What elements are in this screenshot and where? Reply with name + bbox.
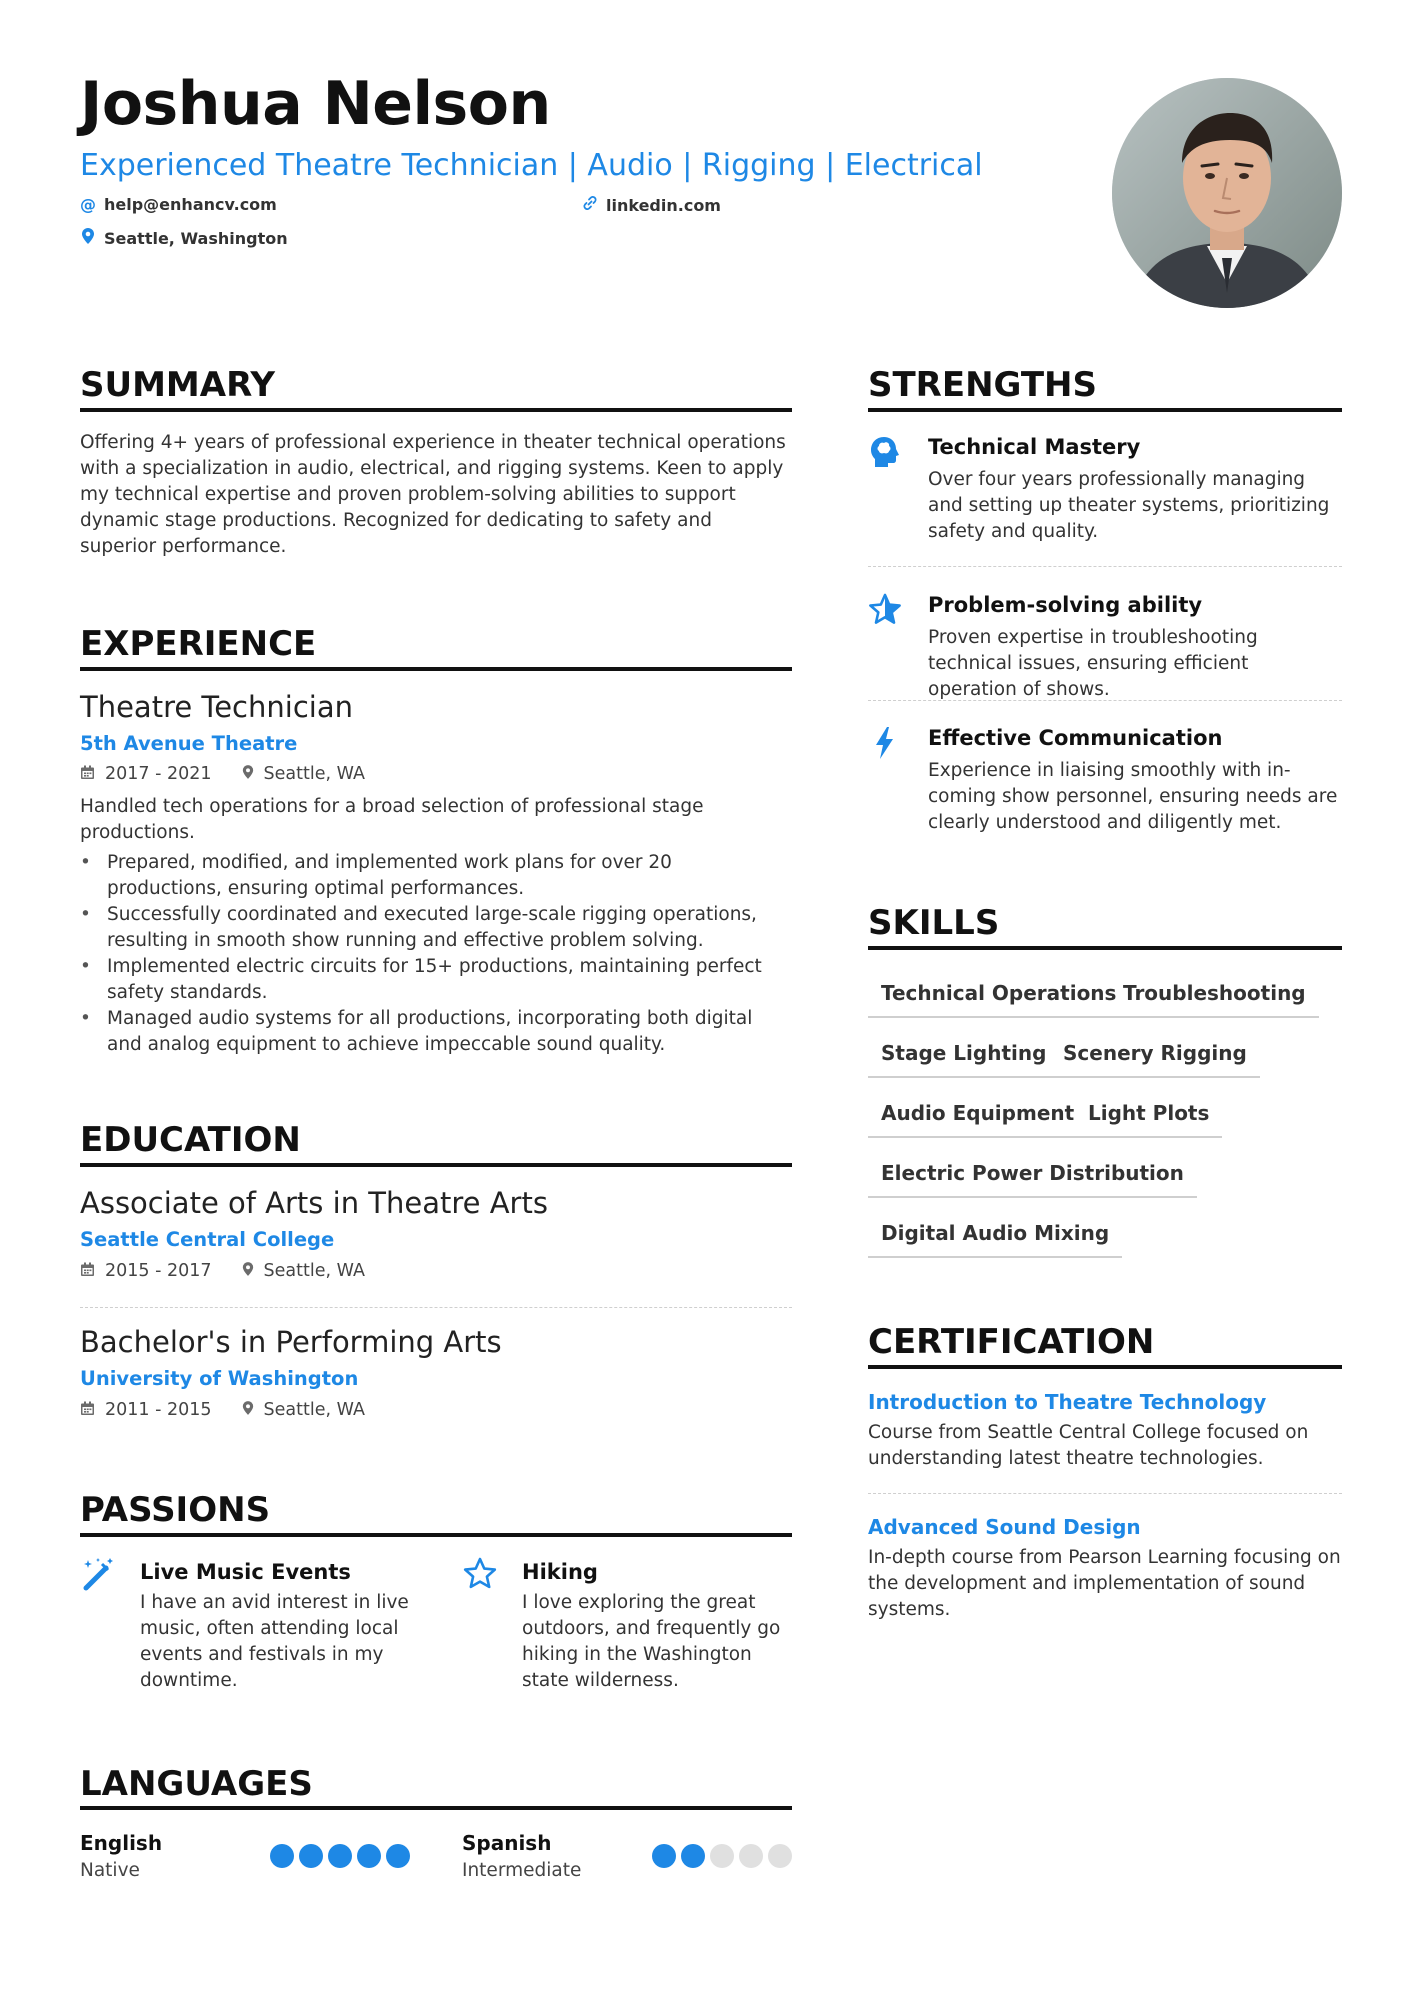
location-text: Seattle, Washington bbox=[104, 228, 288, 248]
certification-title[interactable]: Advanced Sound Design bbox=[868, 1515, 1141, 1539]
linkedin-contact[interactable] bbox=[582, 195, 721, 215]
certification-divider bbox=[868, 1493, 1342, 1494]
passion-title: Hiking bbox=[522, 1560, 598, 1584]
skills-heading: SKILLS bbox=[868, 903, 1000, 943]
skill-tag: Scenery Rigging bbox=[1050, 1040, 1260, 1078]
strength-item bbox=[868, 724, 1342, 844]
skill-tag: Light Plots bbox=[1075, 1100, 1222, 1138]
strength-divider bbox=[868, 566, 1342, 567]
languages-rule bbox=[80, 1806, 792, 1810]
location-pin-icon bbox=[242, 1261, 254, 1281]
rating-dot-filled bbox=[328, 1844, 352, 1868]
calendar-icon bbox=[80, 765, 95, 784]
education-meta bbox=[80, 1261, 365, 1281]
calendar-icon bbox=[80, 1401, 95, 1420]
summary-rule bbox=[80, 408, 792, 412]
strength-title: Problem-solving ability bbox=[928, 593, 1203, 617]
strength-divider bbox=[868, 700, 1342, 701]
job-title: Theatre Technician bbox=[80, 690, 353, 724]
at-sign-icon: @ bbox=[80, 195, 96, 214]
skill-tag: Electric Power Distribution bbox=[868, 1160, 1197, 1198]
rating-dot-empty bbox=[739, 1844, 763, 1868]
skills-rule bbox=[868, 946, 1342, 950]
strength-item bbox=[868, 433, 1342, 553]
company-name[interactable]: 5th Avenue Theatre bbox=[80, 732, 298, 755]
languages-heading: LANGUAGES bbox=[80, 1764, 313, 1804]
strength-title: Technical Mastery bbox=[928, 435, 1141, 459]
job-bullet: • Implemented electric circuits for 15+ productions, maintaining perfect safety standards. bbox=[80, 954, 792, 1006]
linkedin-text: linkedin.com bbox=[606, 195, 721, 215]
job-description: Handled tech operations for a broad selection of professional stage productions. bbox=[80, 796, 704, 843]
skill-tag: Technical Operations bbox=[868, 980, 1129, 1018]
education-rule bbox=[80, 1163, 792, 1167]
star-outline-icon bbox=[462, 1556, 498, 1592]
certification-title[interactable]: Introduction to Theatre Technology bbox=[868, 1390, 1267, 1414]
education-location: Seattle, WA bbox=[263, 1400, 365, 1420]
language-rating bbox=[270, 1844, 410, 1868]
rating-dot-filled bbox=[681, 1844, 705, 1868]
head-brain-icon bbox=[868, 435, 902, 469]
education-divider bbox=[80, 1307, 792, 1308]
language-item bbox=[462, 1830, 792, 1890]
job-bullets bbox=[80, 850, 792, 1058]
rating-dot-filled bbox=[386, 1844, 410, 1868]
strengths-rule bbox=[868, 408, 1342, 412]
passions-rule bbox=[80, 1533, 792, 1537]
experience-rule bbox=[80, 667, 792, 671]
passions-heading: PASSIONS bbox=[80, 1490, 271, 1530]
star-icon bbox=[868, 593, 902, 627]
education-dates: 2015 - 2017 bbox=[105, 1261, 212, 1281]
rating-dot-filled bbox=[652, 1844, 676, 1868]
candidate-headline: Experienced Theatre Technician | Audio | Rigging | Electrical bbox=[80, 148, 983, 183]
passion-description: I love exploring the great outdoors, and frequently go hiking in the Washington state wilderness. bbox=[522, 1592, 781, 1691]
certification-description: Course from Seattle Central College focused on understanding latest theatre technologies. bbox=[868, 1422, 1309, 1469]
education-dates: 2011 - 2015 bbox=[105, 1400, 212, 1420]
education-location: Seattle, WA bbox=[263, 1261, 365, 1281]
strength-description: Proven expertise in troubleshooting technical issues, ensuring efficient operation of shows. bbox=[928, 627, 1258, 700]
location-pin-icon bbox=[242, 1400, 254, 1420]
profile-photo bbox=[1112, 78, 1342, 308]
location-pin-icon bbox=[242, 764, 254, 784]
language-level: Intermediate bbox=[462, 1860, 582, 1881]
rating-dot-empty bbox=[710, 1844, 734, 1868]
degree-title: Bachelor's in Performing Arts bbox=[80, 1325, 502, 1359]
email-contact[interactable] bbox=[80, 195, 277, 214]
language-name: Spanish bbox=[462, 1831, 552, 1855]
strengths-heading: STRENGTHS bbox=[868, 365, 1097, 405]
job-location: Seattle, WA bbox=[263, 764, 365, 784]
certification-heading: CERTIFICATION bbox=[868, 1322, 1155, 1362]
school-name[interactable]: University of Washington bbox=[80, 1367, 359, 1390]
job-dates: 2017 - 2021 bbox=[105, 764, 212, 784]
passion-title: Live Music Events bbox=[140, 1560, 351, 1584]
calendar-icon bbox=[80, 1262, 95, 1281]
skill-tag: Stage Lighting bbox=[868, 1040, 1059, 1078]
location-contact bbox=[80, 227, 288, 249]
rating-dot-empty bbox=[768, 1844, 792, 1868]
job-meta bbox=[80, 764, 365, 784]
passion-item bbox=[462, 1556, 792, 1706]
summary-text: Offering 4+ years of professional experience in theater technical operations with a specialization in audio, electrical, and rigging systems. Keen to apply my technical expertise and proven problem-solving abilities to support dynamic stage productions. Recognized for dedicating to safety and superior performance. bbox=[80, 432, 786, 557]
degree-title: Associate of Arts in Theatre Arts bbox=[80, 1186, 548, 1220]
strength-title: Effective Communication bbox=[928, 726, 1223, 750]
education-meta bbox=[80, 1400, 365, 1420]
email-text: help@enhancv.com bbox=[104, 195, 277, 214]
candidate-name: Joshua Nelson bbox=[80, 69, 551, 139]
language-item bbox=[80, 1830, 410, 1890]
rating-dot-filled bbox=[299, 1844, 323, 1868]
certification-rule bbox=[868, 1365, 1342, 1369]
passion-item bbox=[80, 1556, 410, 1706]
magic-wand-icon bbox=[80, 1556, 116, 1592]
certification-description: In-depth course from Pearson Learning focusing on the development and implementation of sound systems. bbox=[868, 1547, 1341, 1620]
link-icon bbox=[582, 195, 598, 215]
education-heading: EDUCATION bbox=[80, 1120, 301, 1160]
language-level: Native bbox=[80, 1860, 140, 1881]
experience-heading: EXPERIENCE bbox=[80, 624, 317, 664]
job-bullet: • Prepared, modified, and implemented work plans for over 20 productions, ensuring optimal performances. bbox=[80, 850, 792, 902]
language-rating bbox=[652, 1844, 792, 1868]
lightning-bolt-icon bbox=[868, 726, 902, 760]
skill-tag: Audio Equipment bbox=[868, 1100, 1087, 1138]
passion-description: I have an avid interest in live music, often attending local events and festivals in my downtime. bbox=[140, 1592, 409, 1691]
job-bullet: • Managed audio systems for all productions, incorporating both digital and analog equipment to achieve impeccable sound quality. bbox=[80, 1006, 792, 1058]
language-name: English bbox=[80, 1831, 163, 1855]
rating-dot-filled bbox=[270, 1844, 294, 1868]
strength-item bbox=[868, 591, 1342, 700]
summary-heading: SUMMARY bbox=[80, 365, 276, 405]
skill-tag: Troubleshooting bbox=[1110, 980, 1319, 1018]
location-pin-icon bbox=[80, 227, 96, 249]
school-name[interactable]: Seattle Central College bbox=[80, 1228, 335, 1251]
job-bullet: • Successfully coordinated and executed large-scale rigging operations, resulting in smooth show running and effective problem solving. bbox=[80, 902, 792, 954]
strength-description: Experience in liaising smoothly with in-coming show personnel, ensuring needs are clearly understood and diligently met. bbox=[928, 760, 1338, 833]
skill-tag: Digital Audio Mixing bbox=[868, 1220, 1122, 1258]
rating-dot-filled bbox=[357, 1844, 381, 1868]
strength-description: Over four years professionally managing and setting up theater systems, prioritizing safety and quality. bbox=[928, 469, 1330, 542]
